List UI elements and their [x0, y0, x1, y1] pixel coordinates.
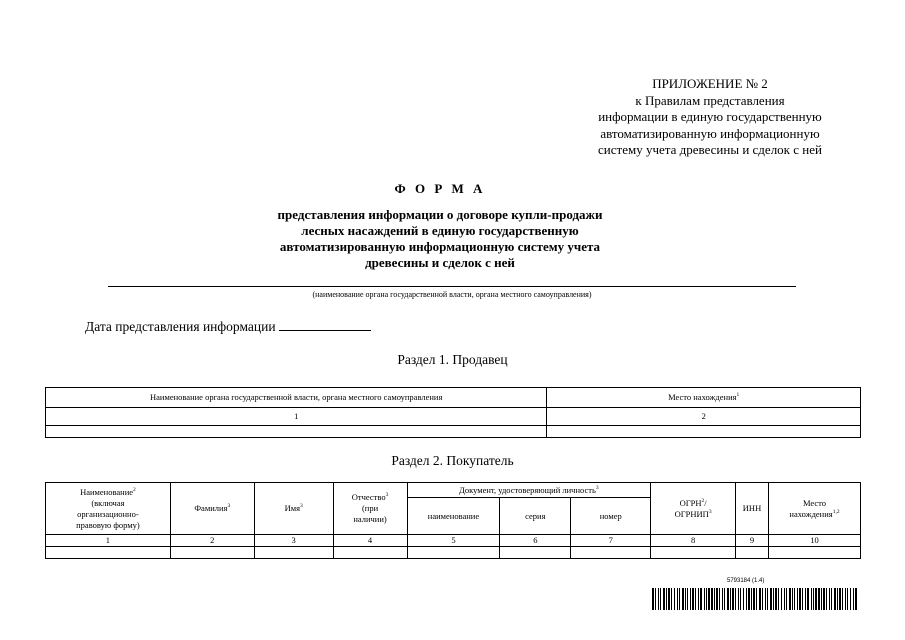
buyer-location-cell[interactable]: [769, 547, 861, 559]
date-input-line[interactable]: [279, 318, 371, 331]
column-number: 8: [651, 535, 736, 547]
table-row[interactable]: [46, 547, 861, 559]
table-header-row: [46, 388, 861, 408]
document-number-header: номер: [571, 498, 651, 535]
date-label: Дата представления информации: [85, 319, 276, 334]
buyer-ogrn-cell[interactable]: [651, 547, 736, 559]
column-number: 7: [571, 535, 651, 547]
section1-title: Раздел 1. Продавец: [397, 352, 508, 367]
form-title: Ф О Р М А: [394, 181, 486, 196]
appendix-line: автоматизированную информационную: [600, 125, 820, 141]
column-number: 2: [170, 535, 254, 547]
table-number-row: [46, 535, 861, 547]
table-header-row: [46, 483, 861, 498]
appendix-line: к Правилам представления: [635, 92, 785, 108]
buyer-table: [45, 482, 861, 559]
document-series-header: серия: [500, 498, 571, 535]
identity-document-header: Документ, удостоверяющий личность$^3$: [407, 483, 651, 498]
seller-name-cell[interactable]: [46, 426, 547, 438]
column-number: 1: [46, 408, 547, 426]
form-subtitle-line: лесных насаждений в единую государственную: [301, 223, 579, 238]
buyer-patronymic-header: Отчество$^3$ (при наличии): [333, 483, 407, 535]
document-series-cell[interactable]: [500, 547, 571, 559]
form-subtitle: [200, 207, 680, 271]
buyer-inn-cell[interactable]: [736, 547, 769, 559]
barcode-label: 5793184 (1.4): [727, 578, 765, 584]
table-row[interactable]: [46, 426, 861, 438]
buyer-ogrn-header: ОГРН$^2$/ ОГРНИП$^3$: [651, 483, 736, 535]
form-subtitle-line: автоматизированную информационную систему учета: [279, 239, 601, 254]
buyer-firstname-cell[interactable]: [254, 547, 333, 559]
buyer-name-header: Наименование$^2$ (включая организационно- правовую форму): [46, 483, 171, 535]
seller-name-header: Наименование органа государственной власти, органа местного самоуправления: [46, 388, 547, 408]
column-number: 10: [769, 535, 861, 547]
appendix-line: ПРИЛОЖЕНИЕ № 2: [652, 76, 768, 91]
column-number: 3: [254, 535, 333, 547]
section2-title: Раздел 2. Покупатель: [391, 453, 514, 468]
seller-location-header: Место нахождения$^1$: [547, 388, 861, 408]
form-subtitle-line: представления информации о договоре купли-продажи: [277, 207, 603, 222]
document-number-cell[interactable]: [571, 547, 651, 559]
buyer-surname-header: Фамилия$^3$: [170, 483, 254, 535]
table-number-row: [46, 408, 861, 426]
form-subtitle-line: древесины и сделок с ней: [365, 255, 515, 270]
seller-table: [45, 387, 861, 438]
date-field: [85, 318, 371, 335]
buyer-surname-cell[interactable]: [170, 547, 254, 559]
document-name-cell[interactable]: [407, 547, 500, 559]
appendix-line: систему учета древесины и сделок с ней: [598, 142, 822, 157]
seller-location-cell[interactable]: [547, 426, 861, 438]
barcode-icon: [652, 588, 857, 610]
column-number: 4: [333, 535, 407, 547]
column-number: 2: [547, 408, 861, 426]
buyer-patronymic-cell[interactable]: [333, 547, 407, 559]
document-name-header: наименование: [407, 498, 500, 535]
appendix-line: информации в единую государственную: [598, 109, 822, 124]
appendix-header: [560, 76, 860, 159]
authority-caption: (наименование органа государственной власти, органа местного самоуправления): [312, 290, 592, 299]
authority-fill-line[interactable]: [108, 286, 796, 287]
buyer-location-header: Место нахождения$^{1,2}$: [769, 483, 861, 535]
buyer-inn-header: ИНН: [736, 483, 769, 535]
column-number: 5: [407, 535, 500, 547]
column-number: 6: [500, 535, 571, 547]
buyer-firstname-header: Имя$^3$: [254, 483, 333, 535]
buyer-name-cell[interactable]: [46, 547, 171, 559]
column-number: 9: [736, 535, 769, 547]
column-number: 1: [46, 535, 171, 547]
